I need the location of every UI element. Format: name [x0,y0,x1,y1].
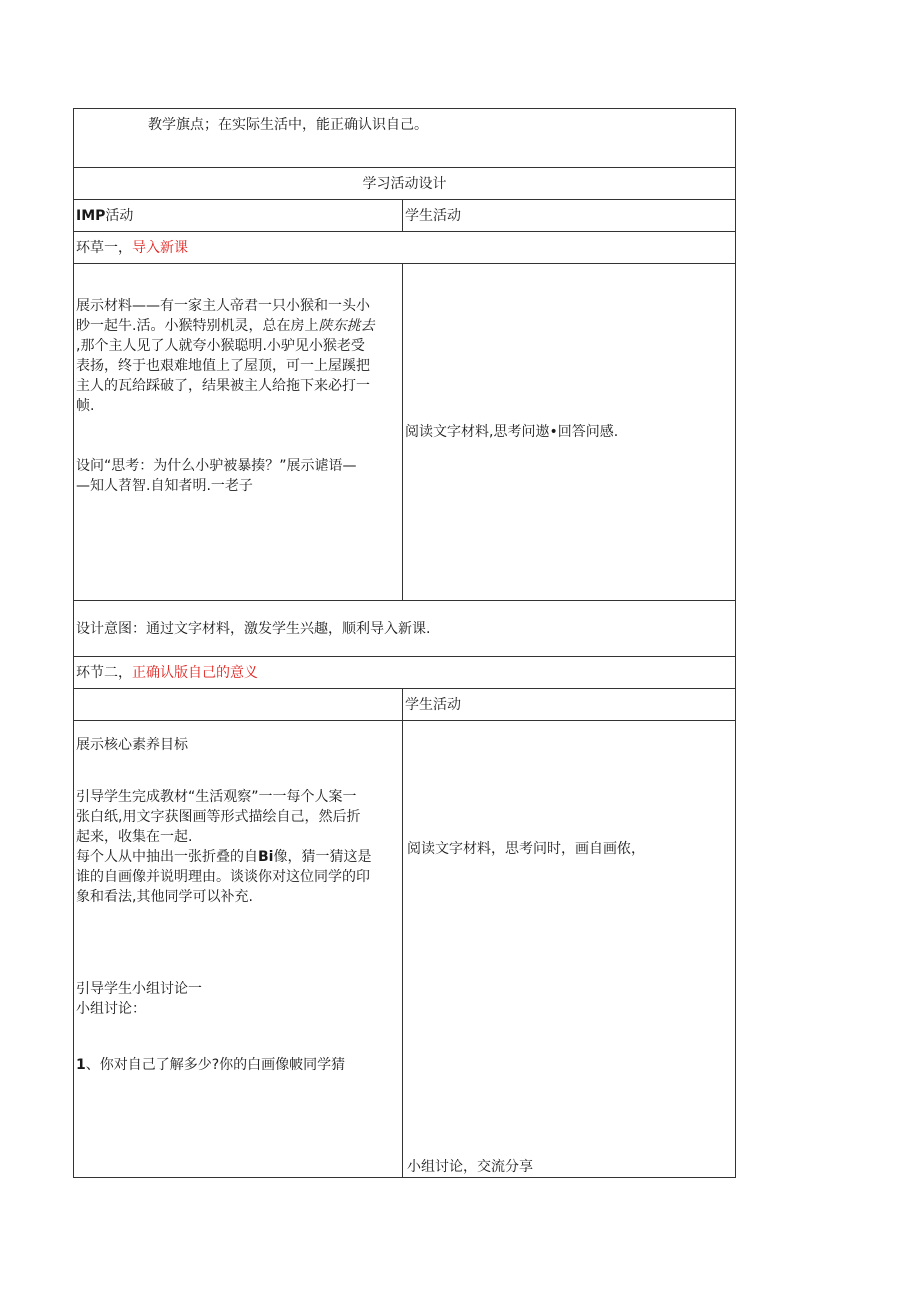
stage2-student-bottom: 小组讨论，交流分享 [407,1159,533,1175]
group-line: 小组讨论： [76,1001,146,1017]
stage1-student-text: 阅读文字材料,思考问遨•回答问感. [405,424,619,440]
material-line: 帧. [76,398,95,414]
design-title: 学习活动设计 [74,168,736,200]
material-line: 眇一起牛.活。小猴特别机灵，总在房上陕东挑去 [76,318,375,334]
material-line: 主人的瓦给踩破了，结果被主人给拖下来必打一 [76,378,370,394]
design-intent-row [74,601,736,657]
stage2-student-header: 学生活动 [403,689,736,721]
question-text: 、你对自己了解多少?你的白画像帔同学猜 [85,1057,346,1073]
stage1-content-row [74,264,736,601]
teaching-difficulty-text: 教学旗点；在实际生活中，能正确认识自己。 [148,117,428,133]
guide-line: 每个人从中抽出一张折叠的自Bi像，猜一猜这是 [76,849,372,865]
stage2-teacher-header [74,689,403,721]
activity-header-row [74,200,736,232]
stage2-teacher-cell [74,721,403,1178]
stage2-student-cell [403,721,736,1178]
material-line: 表扬，终于也艰难地值上了屋顶，可一上屋蹊把 [76,358,370,374]
guide-line: 象和看法,其他同学可以补充. [76,889,253,905]
stage1-student-cell [403,264,736,601]
stage2-row [74,657,736,689]
question-item [76,1055,400,1075]
core-goal-line: 展示核心素养目标 [76,737,188,753]
stage2-cell [74,657,736,689]
teaching-difficulty-row [74,109,736,168]
stage1-title: 导入新课 [132,239,188,256]
guide-line: 起来，收集在一起. [76,829,193,845]
group-line: 引导学生小组讨论一 [76,981,202,997]
guide-bold: Bi [258,849,274,865]
stage1-row [74,232,736,264]
guide-line: 张白纸,用文字获图画等形式描绘自己，然后折 [76,809,361,825]
guide-line: 引导学生完成教材“生活观察”一一每个人案一 [76,789,357,805]
stage2-content-row [74,721,736,1178]
design-intent-text: 设计意图：通过文字材料，激发学生兴趣，顺利导入新课. [74,601,736,657]
teacher-activity-header [74,200,403,232]
student-activity-header: 学生活动 [403,200,736,232]
material-italic: 陕东挑去 [318,318,375,334]
stage2-student-text: 阅读文字材料，思考问时，画自画侬， [407,841,645,857]
stage1-prefix: 环草一， [76,239,132,256]
stage2-header-row [74,689,736,721]
teaching-difficulty-cell [74,109,736,168]
guide-line: 谁的自画像并说明理由。谈谈你对这位同学的印 [76,869,370,885]
stage1-teacher-cell [74,264,403,601]
question-line: 设问“思考：为什么小驴被暴揍？”展示谑语— [76,458,357,474]
question-line: —知人苕智.自知者明.一老子 [76,478,253,494]
design-title-row [74,168,736,200]
teacher-header-label: 活动 [105,207,134,224]
stage2-prefix: 环节二， [76,664,132,681]
lesson-plan-table [73,108,736,1178]
material-line: 展示材料——有一家主人帝君一只小猴和一头小 [76,298,370,314]
question-number: 1 [76,1057,86,1073]
stage1-cell [74,232,736,264]
stage2-title: 正确认版自己的意义 [132,664,258,681]
material-line: ,那个主人见了人就夸小猴聪明.小驴见小猴老受 [76,338,365,354]
teacher-header-prefix: IMP [76,207,106,224]
